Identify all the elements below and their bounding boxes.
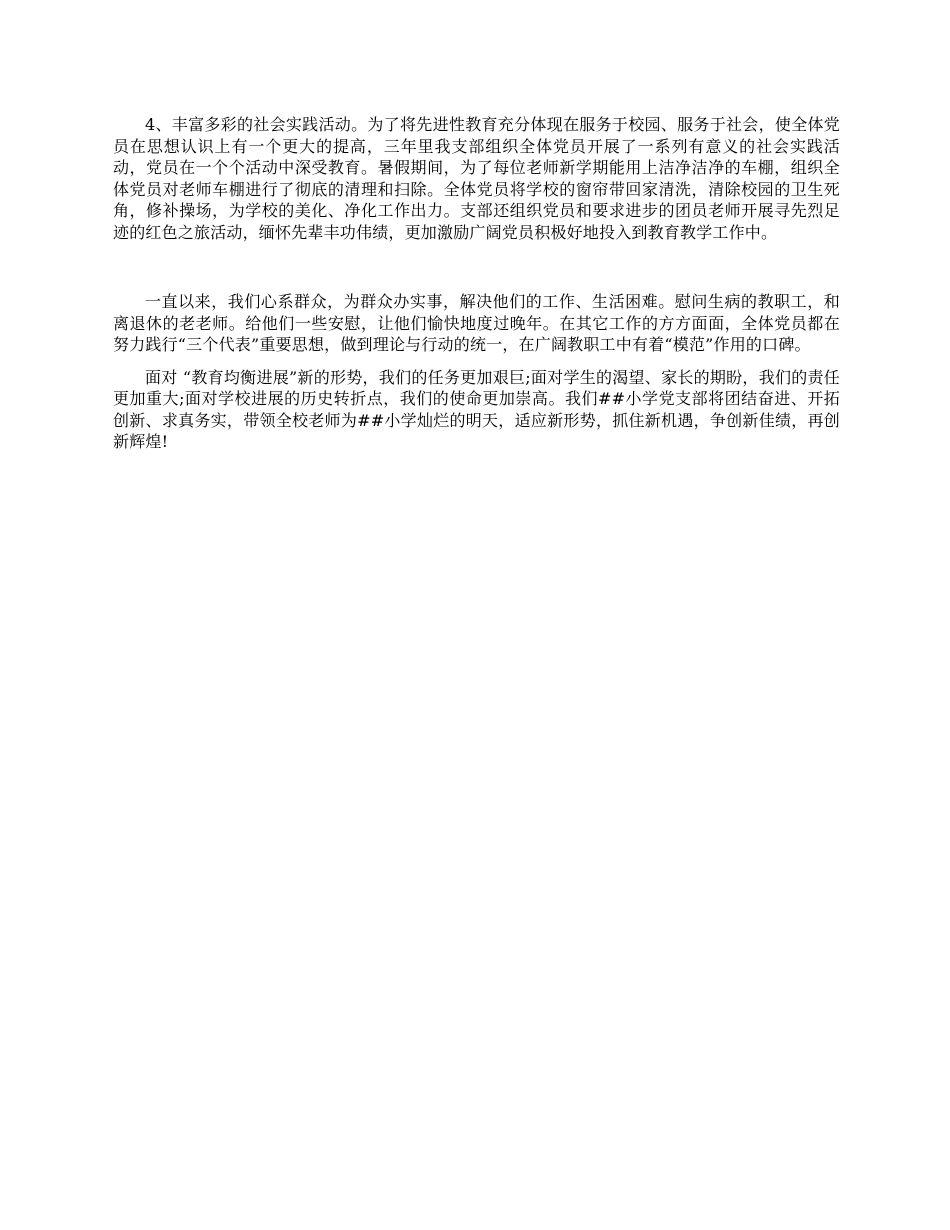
paragraph-new-situation: 面对 “教育均衡进展”新的形势，我们的任务更加艰巨;面对学生的渴望、家长的期盼，我们的责任更加重大;面对学校进展的历史转折点，我们的使命更加崇高。我们##小学党支部将团结奋进、开拓创新、求真务实，带领全校老师为##小学灿烂的明天，适应新形势，抓住新机遇，争创新佳绩，再创新辉煌! [113,367,840,451]
paragraph-social-practice: 4、丰富多彩的社会实践活动。为了将先进性教育充分体现在服务于校园、服务于社会，使全体党员在思想认识上有一个更大的提高，三年里我支部组织全体党员开展了一系列有意义的社会实践活动，党员在一个个活动中深受教育。暑假期间，为了每位老师新学期能用上洁净洁净的车棚，组织全体党员对老师车棚进行了彻底的清理和扫除。全体党员将学校的窗帘带回家清洗，清除校园的卫生死角，修补操场，为学校的美化、净化工作出力。支部还组织党员和要求进步的团员老师开展寻先烈足迹的红色之旅活动，缅怀先辈丰功伟绩，更加激励广阔党员积极好地投入到教育教学工作中。 [113,115,840,242]
paragraph-caring-for-masses: 一直以来，我们心系群众，为群众办实事，解决他们的工作、生活困难。慰问生病的教职工，和离退休的老老师。给他们一些安慰，让他们愉快地度过晚年。在其它工作的方方面面，全体党员都在努力践行“三个代表”重要思想，做到理论与行动的统一，在广阔教职工中有着“模范”作用的口碑。 [113,292,840,354]
document-body [113,114,840,453]
